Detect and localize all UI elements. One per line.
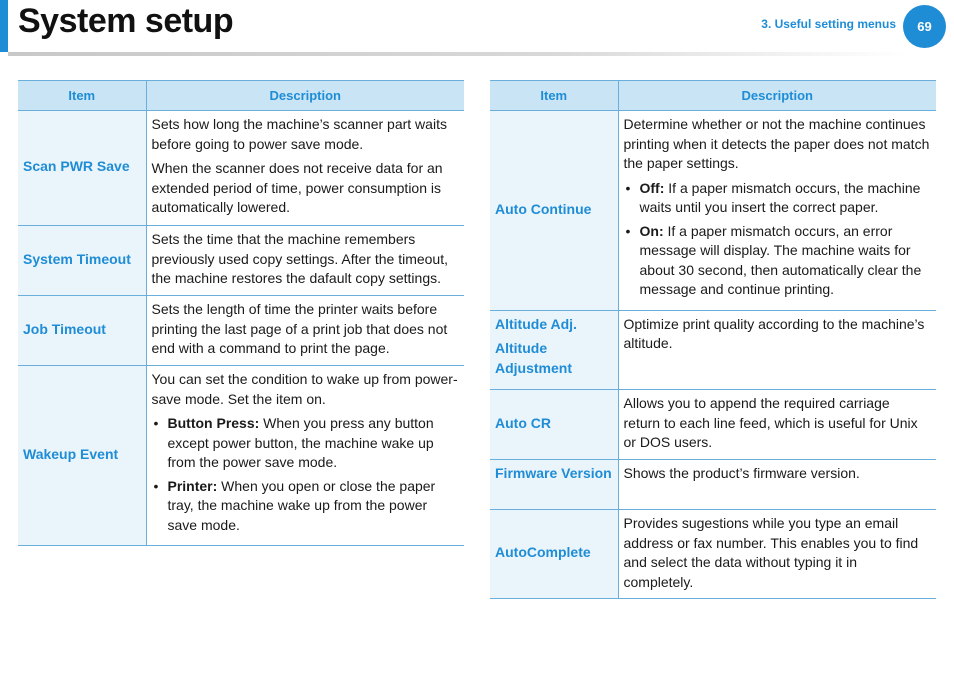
table-row (18, 296, 464, 366)
item-name-short: Altitude Adj. (495, 315, 577, 332)
item-name: Auto Continue (490, 111, 618, 311)
description-text: Determine whether or not the machine continues printing when it detects the paper does not match the paper settings. (623, 116, 930, 171)
item-description (146, 226, 464, 296)
option-term: Off: (639, 179, 665, 196)
item-name-full: Altitude Adjustment (495, 340, 572, 376)
table-row (18, 366, 464, 546)
item-description (146, 366, 464, 546)
table-row (18, 111, 464, 226)
description-text: Sets the time that the machine remembers previously used copy settings. After the timeout, the machine restores the dafault copy settings. (151, 231, 448, 286)
item-description (618, 310, 936, 390)
description-text: Optimize print quality according to the machine’s altitude. (623, 315, 925, 351)
option-text: If a paper mismatch occurs, an error message will display. The machine waits for about 30 second, then automatically clear the message and continue printing. (639, 222, 922, 297)
table-row (490, 510, 936, 599)
option-term: On: (639, 222, 664, 239)
item-name: Scan PWR Save (18, 111, 146, 226)
item-name: Wakeup Event (18, 366, 146, 546)
item-name: Firmware Version (490, 460, 618, 510)
table-row (18, 226, 464, 296)
item-name: Auto CR (490, 390, 618, 460)
option-text: If a paper mismatch occurs, the machine waits until you insert the correct paper. (639, 179, 921, 215)
item-name: AutoComplete (490, 510, 618, 599)
table-header-row (490, 81, 936, 111)
page-number: 69 (917, 19, 932, 34)
column-header-item: Item (18, 81, 146, 111)
option-term: Button Press: (167, 415, 260, 431)
column-header-description: Description (618, 81, 936, 111)
item-name: System Timeout (18, 226, 146, 296)
table-header-row (18, 81, 464, 111)
list-item (624, 222, 931, 300)
settings-table-right (490, 80, 936, 599)
option-list (152, 414, 459, 535)
description-text: Shows the product’s firmware version. (623, 465, 860, 481)
description-text: When the scanner does not receive data for an extended period of time, power consumption is automatically lowered. (151, 160, 443, 215)
column-header-item: Item (490, 81, 618, 111)
column-header-description: Description (146, 81, 464, 111)
option-list (624, 179, 931, 300)
item-description (618, 460, 936, 510)
page-header (0, 0, 954, 56)
description-text: Sets how long the machine’s scanner part waits before going to power save mode. (151, 116, 447, 152)
item-description (618, 111, 936, 311)
description-text: Sets the length of time the printer waits before printing the last page of a print job that does not end with a command to print the page. (151, 301, 448, 356)
description-text: Provides sugestions while you type an email address or fax number. This enables you to find and select the data without typing it in completely. (623, 515, 919, 590)
item-description (146, 111, 464, 226)
table-row (490, 460, 936, 510)
option-text: When you press any button except power button, the machine wake up from the power save mode. (167, 415, 434, 470)
header-accent-bar (0, 0, 8, 52)
page-number-badge (903, 5, 946, 48)
table-row (490, 310, 936, 390)
header-divider (8, 52, 908, 56)
list-item (624, 179, 931, 218)
option-term: Printer: (167, 477, 218, 494)
item-name (490, 310, 618, 390)
option-text: When you open or close the paper tray, the machine wake up from the power save mode. (167, 477, 436, 533)
table-row (490, 390, 936, 460)
settings-table-left (18, 80, 464, 546)
item-name: Job Timeout (18, 296, 146, 366)
item-description (146, 296, 464, 366)
item-description (618, 390, 936, 460)
page-title: System setup (18, 2, 234, 40)
list-item (152, 477, 459, 536)
description-text: You can set the condition to wake up from power-save mode. Set the item on. (151, 371, 458, 407)
item-description (618, 510, 936, 599)
list-item (152, 414, 459, 473)
section-label: 3. Useful setting menus (761, 17, 896, 31)
table-row (490, 111, 936, 311)
description-text: Allows you to append the required carriage return to each line feed, which is useful for Unix or DOS users. (623, 395, 918, 450)
